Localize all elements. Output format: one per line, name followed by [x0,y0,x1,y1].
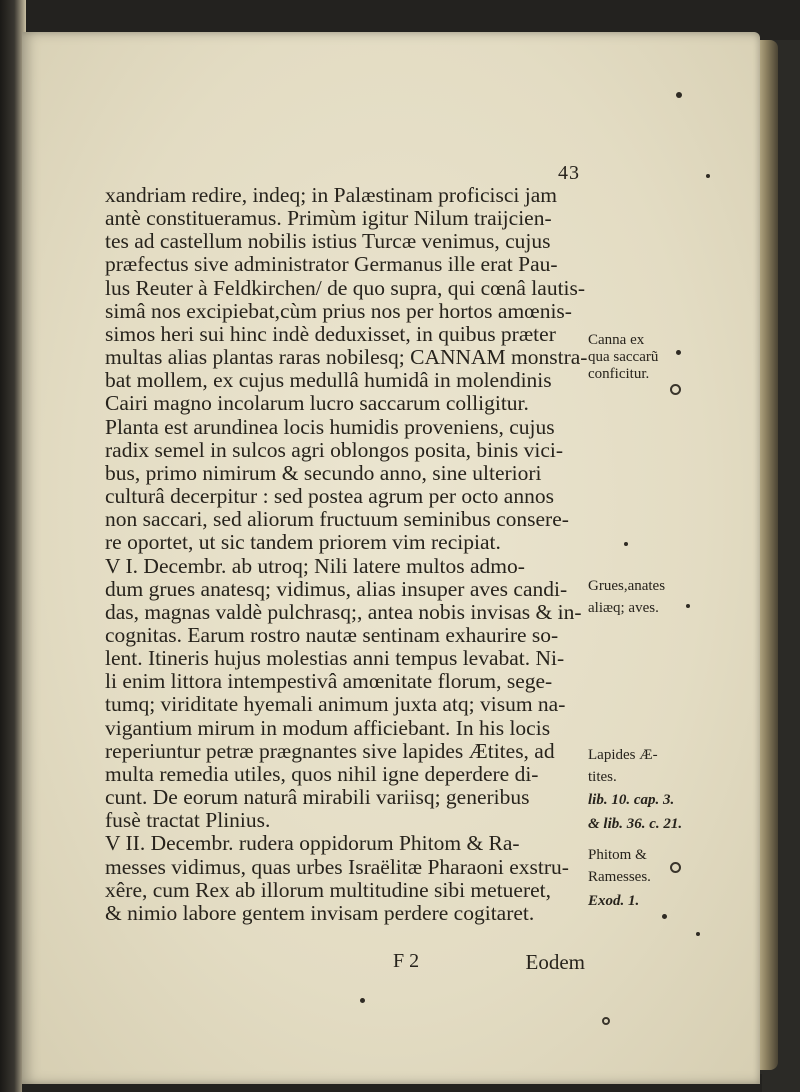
page-number: 43 [558,162,580,184]
note-line: lib. 10. cap. 3. [588,792,675,808]
page-footer [105,950,585,974]
text-line: lent. Itineris hujus molestias anni tempus levabat. Ni- [105,646,565,671]
note-line: Lapides Æ- [588,747,658,763]
text-line: lus Reuter à Feldkirchen/ de quo supra, qui cœnâ lautis- [105,275,586,300]
catchword: Eodem [525,950,585,974]
text-line: messes vidimus, quas urbes Israëlitæ Pharaoni exstru- [105,854,569,879]
note-line: Phitom & [588,847,647,863]
ink-spot [624,542,628,546]
note-line: tites. [588,769,617,785]
ink-spot [686,604,690,608]
margin-note-exodus-ref [588,890,639,912]
ink-ring [602,1017,610,1025]
text-line: fusè tractat Plinius. [105,808,271,833]
note-line: aliæq; aves. [588,600,659,616]
text-line: Planta est arundinea locis humidis proveniens, cujus [105,414,555,439]
text-line: xandriam redire, indeq; in Palæstinam proficisci jam [105,183,557,207]
margin-note-grues [588,575,665,619]
text-line: bat mollem, ex cujus medullâ humidâ in molendinis [105,368,552,393]
note-line: qua saccarũ [588,349,659,365]
note-line: Canna ex [588,332,645,348]
text-line: multas alias plantas raras nobilesq; CANNAM monstra- [105,345,588,370]
text-line: simâ nos excipiebat,cùm prius nos per hortos amœnis- [105,298,572,323]
text-line: præfectus sive administrator Germanus ille erat Pau- [105,252,558,277]
text-line: V I. Decembr. ab utroq; Nili latere multos admo- [105,553,525,578]
margin-note-lapides [588,744,658,788]
text-line: V II. Decembr. rudera oppidorum Phitom & Ra- [105,831,520,856]
text-line: re oportet, ut sic tandem priorem vim recipiat. [105,530,501,555]
ink-spot [676,350,681,355]
text-line: non saccari, sed aliorum fructuum seminibus consere- [105,507,569,532]
text-line: radix semel in sulcos agri oblongos posita, binis vici- [105,437,564,462]
text-line: dum grues anatesq; vidimus, alias insuper aves candi- [105,576,568,601]
text-line: culturâ decerpitur : sed postea agrum per octo annos [105,484,554,509]
book-page [22,32,760,1084]
text-line: Cairi magno incolarum lucro saccarum colligitur. [105,391,529,416]
margin-note-phitom [588,844,651,888]
text-line: antè constitueramus. Primùm igitur Nilum traijcien- [105,206,552,231]
text-line: cognitas. Earum rostro nautæ sentinam exhaurire so- [105,622,559,647]
note-line: & lib. 36. c. 21. [588,816,683,832]
text-line: vigantium mirum in modum afficiebant. In his locis [105,715,551,740]
ink-spot [360,998,365,1003]
ink-spot [696,932,700,936]
note-line: Exod. 1. [588,893,640,909]
margin-note-plinius-ref [588,788,682,836]
text-line: xêre, cum Rex ab illorum multitudine sibi metueret, [105,877,552,902]
text-line: & nimio labore gentem invisam perdere cogitaret. [105,900,535,925]
page-fore-edge [758,40,778,1070]
text-line: simos heri sui hinc indè deduxisset, in quibus præter [105,321,556,346]
note-line: Grues,anates [588,578,666,594]
ink-spot [706,174,710,178]
text-line: li enim littora intempestivâ amœnitate florum, sege- [105,669,553,694]
signature-mark: F 2 [393,950,420,972]
ink-spot [662,914,667,919]
text-line: tes ad castellum nobilis istius Turcæ venimus, cujus [105,229,551,254]
text-line: multa remedia utiles, quos nihil igne deperdere di- [105,761,539,786]
text-line: tumq; viriditate hyemali animum juxta atq; visum na- [105,692,566,717]
text-line: bus, primo nimirum & secundo anno, sine ulteriori [105,460,542,485]
note-line: conficitur. [588,366,650,382]
note-line: Ramesses. [588,869,651,885]
text-line: das, magnas valdè pulchrasq;, antea nobis invisas & in- [105,599,582,624]
text-line: cunt. De eorum naturâ mirabili variisq; generibus [105,785,530,810]
ink-ring [670,862,681,873]
ink-spot [676,92,682,98]
text-line: reperiuntur petræ prægnantes sive lapides Ætites, ad [105,738,555,763]
ink-ring [670,384,681,395]
main-text-block [105,183,588,925]
margin-note-canna [588,332,658,383]
